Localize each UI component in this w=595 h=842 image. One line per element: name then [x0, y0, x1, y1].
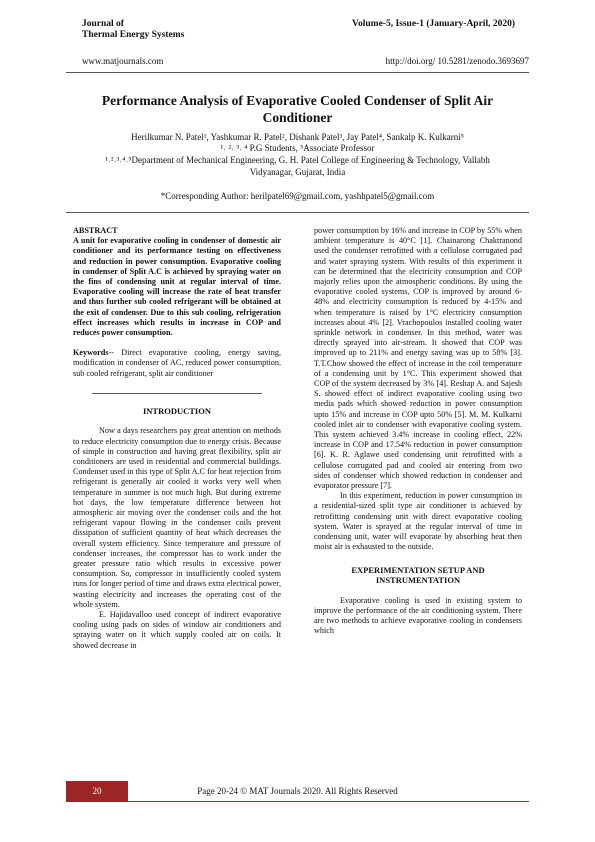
intro-paragraph-2: E. Hajidavalloo used concept of indirect evaporative cooling using pads on sides of window air conditioners and spraying water on it which supply cooled air on coils. It showed decrease in	[73, 610, 281, 650]
author-list: Herilkumar N. Patel¹, Yashkumar R. Patel², Dishank Patel³, Jay Patel⁴, Sankalp K. Kulkarni⁵	[131, 132, 464, 142]
journal-name	[82, 19, 184, 41]
keywords-paragraph	[73, 348, 281, 379]
doi-link[interactable]: http://doi.org/ 10.5281/zenodo.3693697	[385, 56, 529, 66]
journal-name-line1: Journal of	[82, 19, 124, 29]
journal-name-line2: Thermal Energy Systems	[82, 30, 185, 40]
affiliation-line2: Vidyanagar, Gujarat, India	[249, 167, 346, 177]
affiliation-line1: ¹˒²˒³˒⁴˒⁵Department of Mechanical Engineering, G. H. Patel College of Engineering & Technology, Vallabh	[105, 155, 490, 165]
author-roles: ¹˒ ²˒ ³˒ ⁴ P.G Students, ⁵Associate Professor	[220, 143, 375, 153]
setup-section-heading	[314, 565, 522, 586]
volume-info: Volume-5, Issue-1 (January-April, 2020)	[352, 19, 515, 29]
introduction-heading: INTRODUCTION	[142, 405, 211, 416]
experiment-paragraph: In this experiment, reduction in power consumption in a residential-sized split type air conditioner is achieved by retrofitting condensing unit with direct evaporative cooling system. Water is sprayed at the regular interval of time in condensing unit, water will evaporate by absorbing heat then moist air is exhausted to the outside.	[314, 491, 522, 552]
intro-paragraph-1: Now a days researchers pay great attention on methods to reduce electricity consumption due to energy crisis. Because of simple in construction and having great flexibility, split air conditioners are used in residential and commercial buildings. Condenser used in this type of Split A.C for heat rejection from refrigerant is generally air cooled it works very well when temperature in summer is not much high. But during extreme hot days, the low temperature difference between hot atmospheric air moving over the condenser coils and the hot refrigerant vapour flowing in the condenser coils prevent dissipation of sufficient quantity of heat which decreases the overall system efficiency. Since temperature and pressure of condenser increases, the compressor has to work under the greater pressure ratio which results in excessive power consumption. So, compressor in insufficiently cooled system runs for longer period of time and draws extra electrical power, wasting electricity and increases the operating cost of the whole system.	[73, 426, 281, 609]
abstract-heading: ABSTRACT	[73, 226, 118, 235]
left-column	[73, 226, 281, 651]
intro-divider	[92, 393, 262, 394]
setup-heading-line1: EXPERIMENTATION SETUP AND	[351, 564, 485, 575]
footer-divider	[66, 801, 529, 802]
title-divider	[66, 212, 529, 213]
abstract-text: A unit for evaporative cooling in condenser of domestic air conditioner and its performance testing on effectiveness and reduction in power consumption. Evaporative cooling in condenser of Split A.C is achieved by spraying water on the fins of condensing unit at regular interval of time. Evaporative cooling will increase the rate of heat transfer and thus further sub cooled refrigerant will be obtained at the exit of condenser. Due to this sub cooling, refrigeration effect increases which results in increase in COP and reduces power consumption.	[73, 236, 281, 338]
footer-copyright: Page 20-24 © MAT Journals 2020. All Rights Reserved	[197, 786, 398, 796]
corresponding-author: *Corresponding Author: herilpatel69@gmail.com, yashhpatel5@gmail.com	[160, 191, 435, 201]
page-number-badge: 20	[66, 781, 128, 801]
header-divider	[66, 72, 529, 73]
keywords-text: -- Direct evaporative cooling, energy saving, modification in condenser of AC, reduced power consumption, sub cooled refrigerant, split air conditioner	[73, 348, 281, 378]
keywords-label: Keywords	[73, 348, 109, 358]
journal-website[interactable]: www.matjournals.com	[82, 56, 164, 66]
right-column	[314, 226, 522, 636]
paper-title: Performance Analysis of Evaporative Cooled Condenser of Split Air Conditioner	[101, 93, 494, 125]
setup-heading-line2: INSTRUMENTATION	[375, 575, 461, 585]
literature-paragraph: power consumption by 16% and increase in COP by 55% when ambient temperature is 40°C [1]. Chainarong Chaktranond used the condenser retrofitted with a cellulose corrugated pad and water spraying system. With results of this experiment it can be determined that the electricity consumption and COP majorly relies upon the atmospheric conditions. By using the evaporative cooled systems, COP is improved by around 6-48% and electricity consumption is reduced by 4-15% and when temperature is raised by 1°C electricity consumption increases about 4% [2]. Vrachopoulos installed cooling water sprinkle network in condenser. In this method, water was directly sprayed into air-stream. It showed that COP was improved up to 211% and energy saving was up to 58% [3]. T.T.Chow showed the effect of increase in the coil temperature of a condensing unit by 1°C. This experiment showed that COP of the system decreased by 3% [4]. Reshap A. and Sajesh S. showed effect of indirect evaporative cooling using two media pads which showed reduction in power consumption upto 15% and increase in COP upto 50% [5]. M. M. Kulkarni cooled inlet air to condenser with evaporative cooling system. This system achieved 3.4% increase in cooling effect, 22% increase in COP and 17.54% reduction in power consumption [6]. K. R. Aglawe used condensing unit retrofitted with a cellulose corrugated pad and cooled air entering from two sides of condenser which showed reduction in condenser and evaporator pressure [7].	[314, 226, 522, 491]
setup-paragraph: Evaporative cooling is used in existing system to improve the performance of the air conditioning system. There are two methods to achieve evaporative cooling in condensers which	[314, 595, 522, 636]
